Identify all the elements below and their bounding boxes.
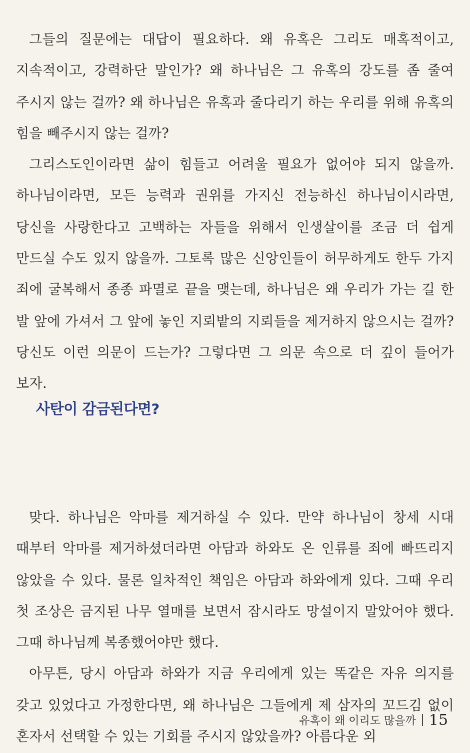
paragraph: 그들의 질문에는 대답이 필요하다. 왜 유혹은 그리도 매혹적이고, 지속적이고, 강력하단 말인가? 왜 하나님은 그 유혹의 강도를 좀 줄여 주시지 않는 걸까? 왜 하나님은 유혹과 줄다리기 하는 우리를 위해 유혹의 힘을 빼주시지 않는 걸까? xyxy=(16,32,454,142)
running-footer-title: 유혹이 왜 이리도 많을까 xyxy=(299,714,416,727)
body-text-section-1 xyxy=(16,25,454,401)
footer-divider xyxy=(422,714,423,726)
section-heading: 사탄이 감금된다면? xyxy=(36,402,160,418)
page-number: 15 xyxy=(428,711,448,729)
page-footer xyxy=(299,711,448,729)
paragraph: 그리스도인이라면 삶이 힘들고 어려울 필요가 없어야 되지 않을까. 하나님이라면, 모든 능력과 권위를 가지신 전능하신 하나님이시라면, 당신을 사랑한다고 고백하는 자들을 위해서 인생살이를 조금 더 쉽게 만드실 수도 있지 않을까. 그토록 많은 신앙인들이 허무하게도 한두 가지 죄에 굴복해서 종종 파멸로 끝을 맺는데, 하나님은 왜 우리가 가는 길 한 발 앞에 가셔서 그 앞에 놓인 지뢰밭의 지뢰들을 제거하지 않으시는 걸까? 당신도 이런 의문이 드는가? 그렇다면 그 의문 속으로 더 깊이 들어가 보자. xyxy=(16,157,454,393)
paragraph: 아무튼, 당시 아담과 하와가 지금 우리에게 있는 똑같은 자유 의지를 갖고 있었다고 가정한다면, 왜 하나님은 그들에게 제 삼자의 꼬드김 없이 혼자서 선택할 수 있는 기회를 주시지 않았을까? 아름다운 외 xyxy=(16,666,454,746)
paragraph: 맞다. 하나님은 악마를 제거하실 수 있다. 만약 하나님이 창세 시대 때부터 악마를 제거하셨더라면 아담과 하와도 온 인류를 죄에 빠뜨리지 않았을 수 있다. 물론 일차적인 책임은 아담과 하와에게 있다. 그때 우리 첫 조상은 금지된 나무 열매를 보면서 잠시라도 망설이지 말았어야 했다. 그때 하나님께 복종했어야만 했다. xyxy=(16,510,454,652)
